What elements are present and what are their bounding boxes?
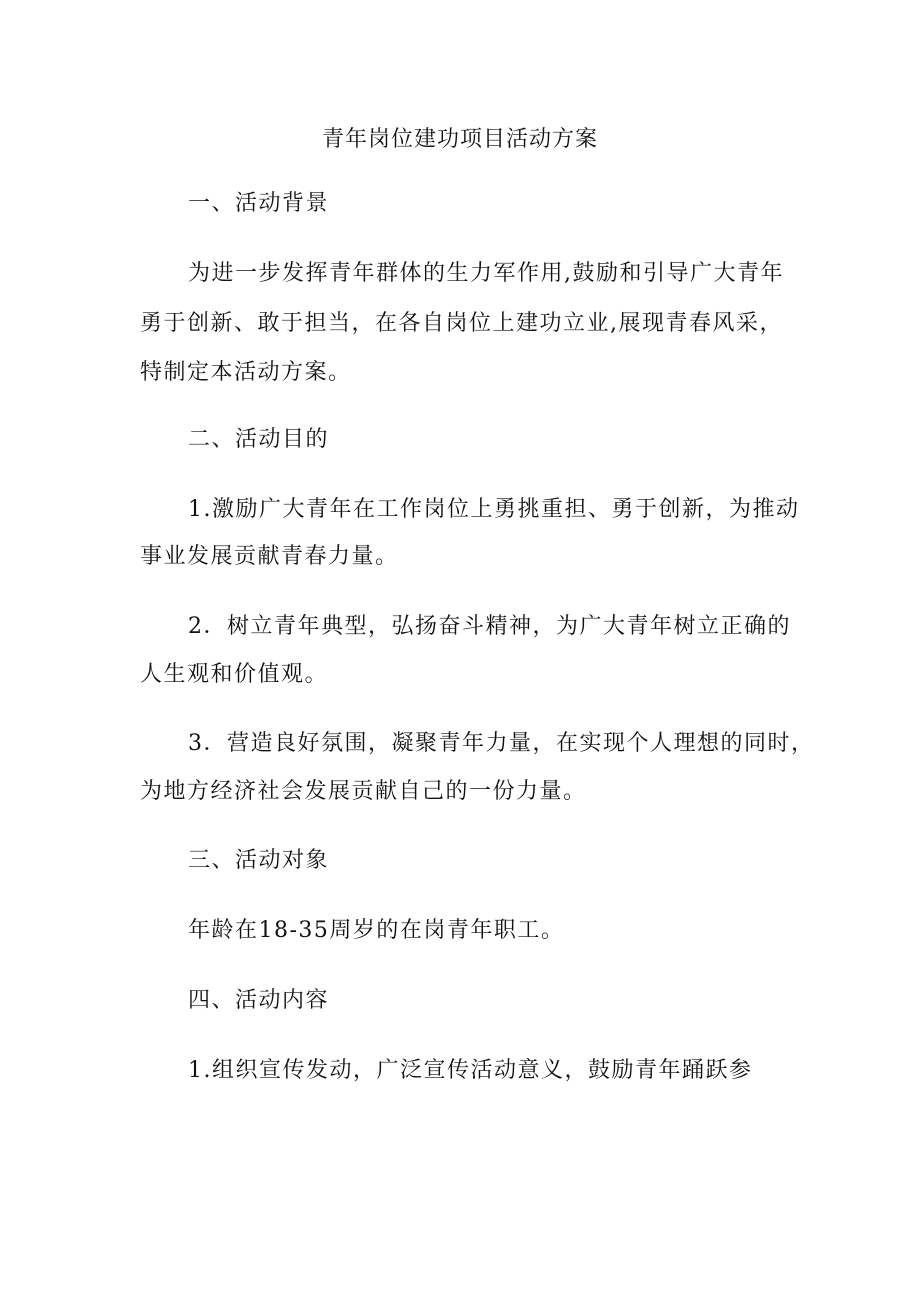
section-heading-background: 一、活动背景 bbox=[188, 191, 330, 216]
paragraph-line: 1.组织宣传发动，广泛宣传活动意义，鼓励青年踊跃参 bbox=[188, 1058, 753, 1083]
section-heading-target: 三、活动对象 bbox=[188, 848, 330, 873]
paragraph-line: 勇于创新、敢于担当，在各自岗位上建功立业,展现青春风采， bbox=[140, 311, 783, 336]
section-heading-purpose: 二、活动目的 bbox=[188, 427, 330, 452]
paragraph-line: 3．营造良好氛围，凝聚青年力量，在实现个人理想的同时， bbox=[188, 731, 815, 756]
paragraph-line: 年龄在18-35周岁的在岗青年职工。 bbox=[188, 918, 565, 943]
paragraph-line: 人生观和价值观。 bbox=[140, 662, 329, 687]
paragraph-line: 特制定本活动方案。 bbox=[140, 360, 352, 385]
paragraph-line: 1.激励广大青年在工作岗位上勇挑重担、勇于创新，为推动 bbox=[188, 497, 800, 522]
paragraph-line: 为进一步发挥青年群体的生力军作用,鼓励和引导广大青年 bbox=[188, 261, 784, 286]
paragraph-line: 2．树立青年典型，弘扬奋斗精神，为广大青年树立正确的 bbox=[188, 614, 791, 639]
paragraph-line: 为地方经济社会发展贡献自己的一份力量。 bbox=[140, 779, 587, 804]
paragraph-line: 事业发展贡献青春力量。 bbox=[140, 544, 399, 569]
document-title: 青年岗位建功项目活动方案 bbox=[321, 127, 598, 152]
section-heading-content: 四、活动内容 bbox=[188, 988, 330, 1013]
